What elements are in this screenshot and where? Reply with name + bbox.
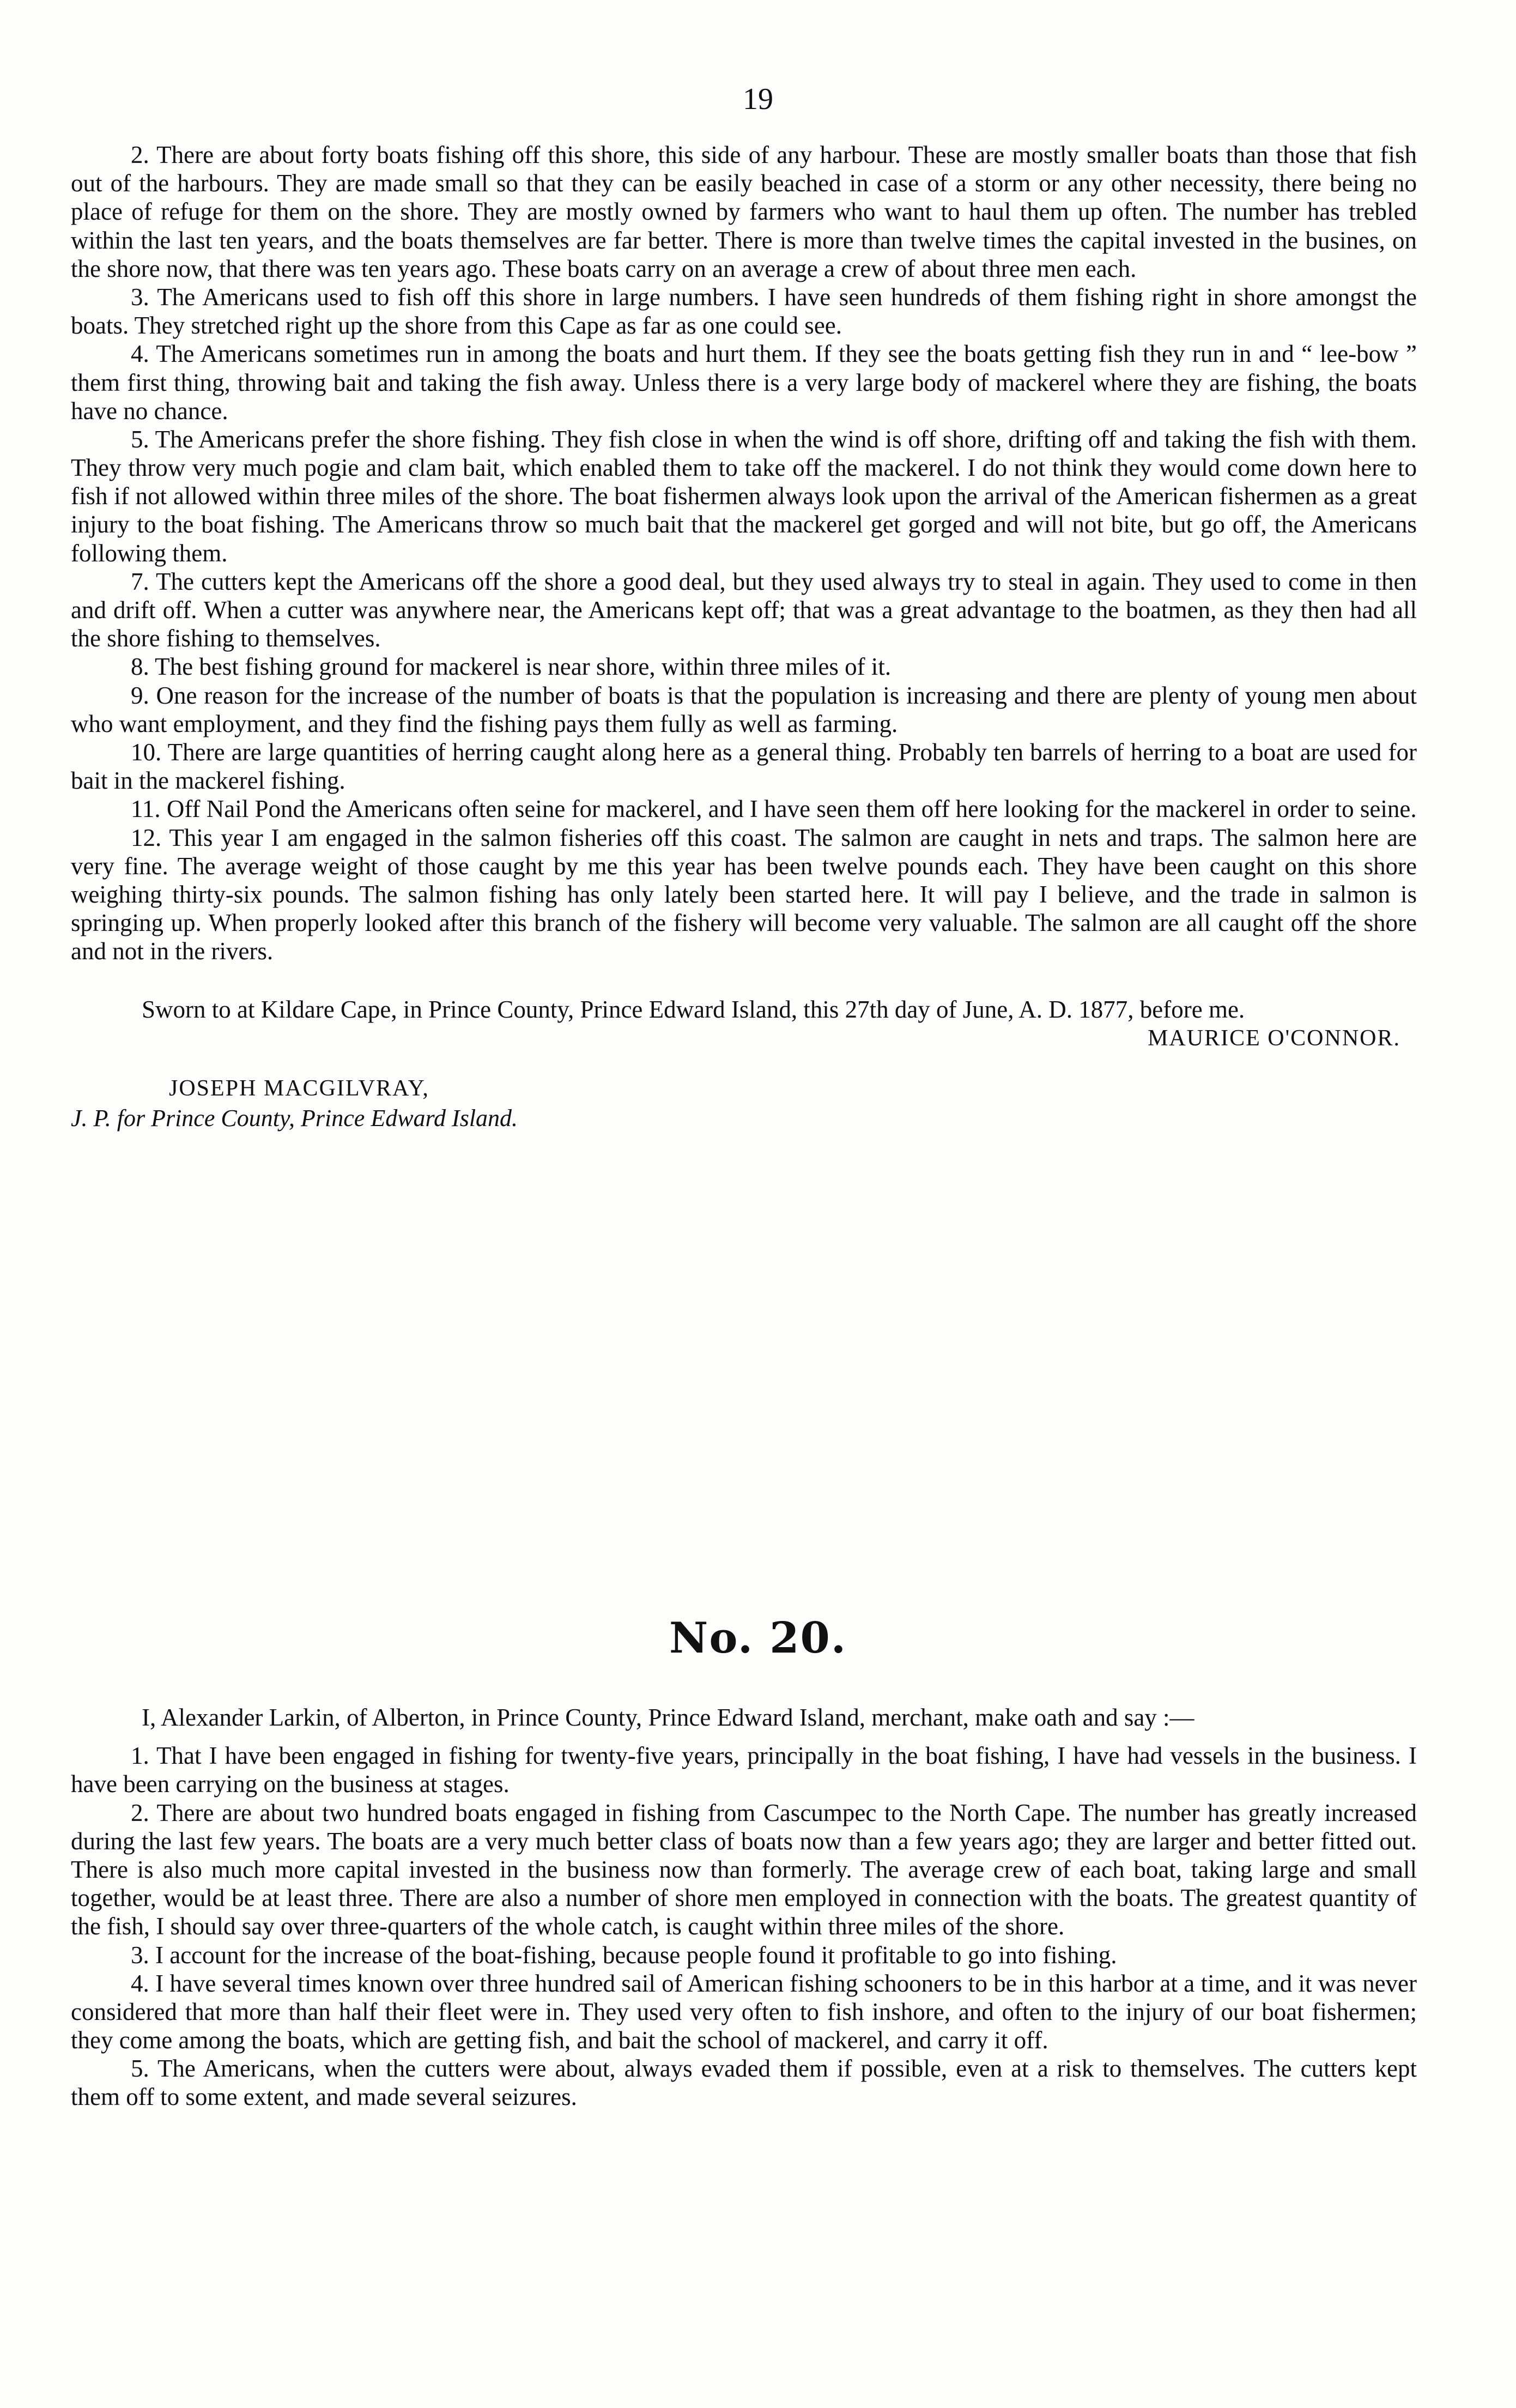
- paragraph-8: 8. The best fishing ground for mackerel is near shore, within three miles of it.: [131, 653, 892, 681]
- deponent-signature: MAURICE O'CONNOR.: [1148, 1025, 1400, 1051]
- paragraph-5: 5. The Americans prefer the shore fishing. They fish close in when the wind is off shore, drifting off and taking the fish with them. They throw very much pogie and clam bait, which enabled them to take off the mackerel. I do not think they would come down here to fish if not allowed within three miles of the shore. The boat fishermen always look upon the arrival of the American fishermen as a great injury to the boat fishing. The Americans throw so much bait that the mackerel get gorged and will not bite, but go off, the Americans following them.: [71, 425, 1417, 567]
- paragraph-5: 5. The Americans, when the cutters were about, always evaded them if possible, even at a risk to themselves. The cutters kept them off to some extent, and made several seizures.: [71, 2055, 1417, 2111]
- section-heading-no-20: No. 20.: [669, 1613, 847, 1663]
- paragraph-10: 10. There are large quantities of herring caught along here as a general thing. Probably ten barrels of herring to a boat are used for bait in the mackerel fishing.: [71, 738, 1417, 795]
- paragraph-2: 2. There are about two hundred boats engaged in fishing from Cascumpec to the North Cape. The number has greatly increased during the last few years. The boats are a very much better class of boats now than a few years ago; they are larger and better fitted out. There is also much more capital invested in the business now than formerly. The average crew of each boat, taking large and small together, would be at least three. There are also a number of shore men employed in connection with the boats. The greatest quantity of the fish, I should say over three-quarters of the whole catch, is caught within three miles of the shore.: [71, 1799, 1417, 1940]
- paragraph-3: 3. I account for the increase of the boat-fishing, because people found it profitable to go into fishing.: [131, 1941, 1117, 1969]
- paragraph-9: 9. One reason for the increase of the number of boats is that the population is increasing and there are plenty of young men about who want employment, and they find the fishing pays them fully as well as farming.: [71, 681, 1417, 737]
- justice-name: JOSEPH MACGILVRAY,: [169, 1076, 429, 1102]
- oath-intro: I, Alexander Larkin, of Alberton, in Prince County, Prince Edward Island, merchant, make oath and say :—: [142, 1704, 1194, 1731]
- page-number: 19: [743, 82, 773, 116]
- statement-19-body: [71, 141, 1417, 1133]
- justice-title: J. P. for Prince County, Prince Edward Island.: [71, 1104, 518, 1132]
- paragraph-7: 7. The cutters kept the Americans off the shore a good deal, but they used always try to steal in again. They used to come in then and drift off. When a cutter was anywhere near, the Americans kept off; that was a great advantage to the boatmen, as they then had all the shore fishing to themselves.: [71, 567, 1417, 652]
- paragraph-3: 3. The Americans used to fish off this shore in large numbers. I have seen hundreds of them fishing right in shore amongst the boats. They stretched right up the shore from this Cape as far as one could see.: [71, 283, 1417, 340]
- paragraph-4: 4. The Americans sometimes run in among the boats and hurt them. If they see the boats getting fish they run in and “ lee-bow ” them first thing, throwing bait and taking the fish away. Unless there is a very large body of mackerel where they are fishing, the boats have no chance.: [71, 340, 1417, 425]
- paragraph-2: 2. There are about forty boats fishing off this shore, this side of any harbour. These are mostly smaller boats than those that fish out of the harbours. They are made small so that they can be easily beached in case of a storm or any other necessity, there being no place of refuge for them on the shore. They are mostly owned by farmers who want to haul them up often. The number has trebled within the last ten years, and the boats themselves are far better. There is more than twelve times the capital invested in the busines, on the shore now, that there was ten years ago. These boats carry on an average a crew of about three men each.: [71, 141, 1417, 282]
- paragraph-12: 12. This year I am engaged in the salmon fisheries off this coast. The salmon are caught in nets and traps. The salmon here are very fine. The average weight of those caught by me this year has been twelve pounds each. They have been caught on this shore weighing thirty-six pounds. The salmon fishing has only lately been started here. It will pay I believe, and the trade in salmon is springing up. When properly looked after this branch of the fishery will become very valuable. The salmon are all caught off the shore and not in the rivers.: [71, 824, 1417, 965]
- paragraph-1: 1. That I have been engaged in fishing for twenty-five years, principally in the boat fishing, I have had vessels in the business. I have been carrying on the business at stages.: [71, 1742, 1417, 1798]
- statement-20-body: [71, 1703, 1417, 2111]
- sworn-statement: Sworn to at Kildare Cape, in Prince County, Prince Edward Island, this 27th day of June, A. D. 1877, before me.: [142, 996, 1245, 1024]
- paragraph-4: 4. I have several times known over three hundred sail of American fishing schooners to be in this harbor at a time, and it was never considered that more than half their fleet were in. They used very often to fish inshore, and often to the injury of our boat fishermen; they come among the boats, which are getting fish, and bait the school of mackerel, and carry it off.: [71, 1969, 1417, 2054]
- paragraph-11: 11. Off Nail Pond the Americans often seine for mackerel, and I have seen them off here looking for the mackerel in order to seine.: [131, 795, 1417, 823]
